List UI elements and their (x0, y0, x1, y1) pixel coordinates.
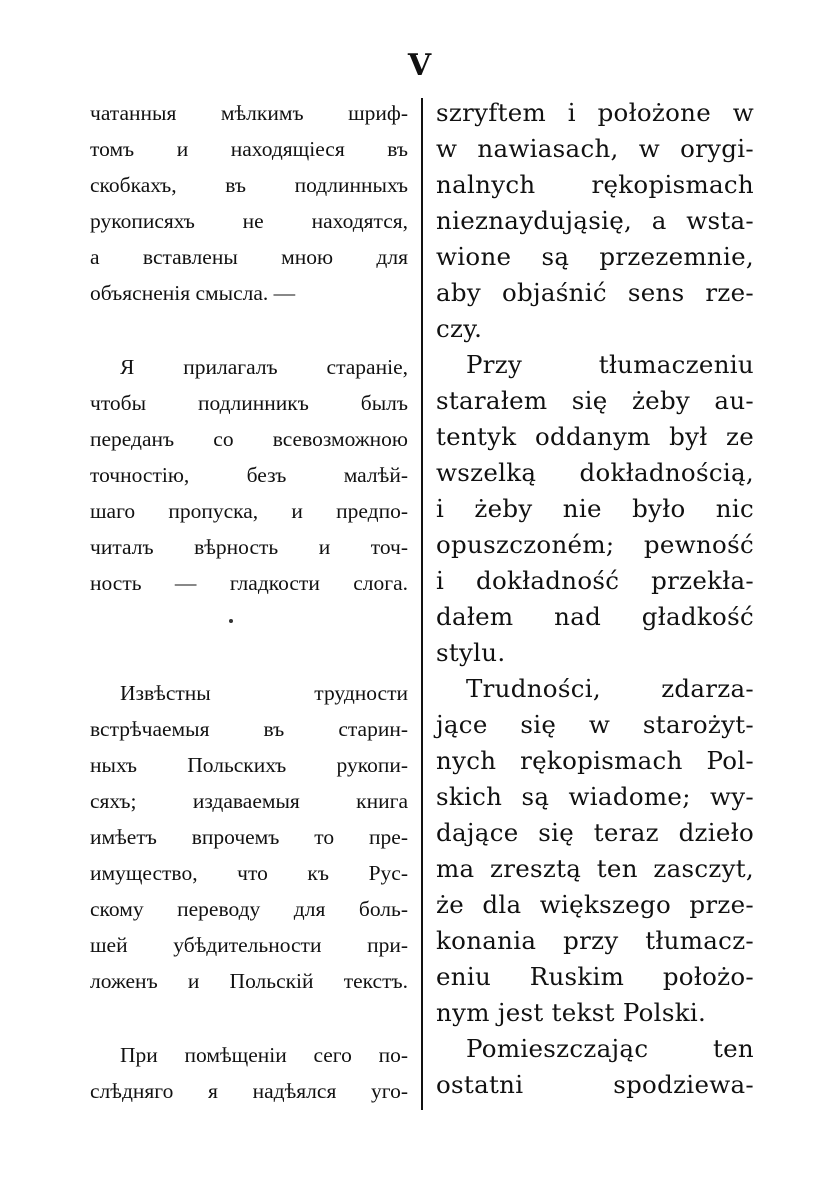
text-line: konania przy tłumacz- (436, 926, 754, 955)
column-divider (421, 98, 423, 1110)
text-line: skich są wiadome; wy- (436, 782, 754, 811)
text-line: Pomieszczając ten (466, 1034, 754, 1063)
text-line: tentyk oddanym był ze (436, 422, 754, 451)
text-line: aby objaśnić sens rze- (436, 278, 754, 307)
text-line: сяхъ; издаваемыя книга (90, 789, 408, 813)
text-line: nalnych rękopismach (436, 170, 754, 199)
text-line: ныхъ Польскихъ рукопи- (90, 753, 408, 777)
text-line: szryftem i położone w (436, 98, 754, 127)
text-line: шаго пропуска, и предпо- (90, 499, 408, 523)
text-line: Я прилагалъ стараніе, (120, 355, 408, 379)
russian-paragraph-3 (90, 675, 408, 999)
text-line: i żeby nie było nic (436, 494, 754, 523)
text-line: Przy tłumaczeniu (466, 350, 754, 379)
text-line: opuszczoném; pewność (436, 530, 754, 559)
text-line: рукописяхъ не находятся, (90, 209, 408, 233)
text-line: eniu Ruskim położo- (436, 962, 754, 991)
text-line: имущество, что къ Рус- (90, 861, 408, 885)
text-line: томъ и находящіеся въ (90, 137, 408, 161)
text-line: переданъ со всевозможною (90, 427, 408, 451)
russian-paragraph-4 (90, 1037, 408, 1109)
text-line: чатанныя мѣлкимъ шриф- (90, 101, 408, 125)
text-line: nym jest tekst Polski. (436, 998, 707, 1027)
text-line: скому переводу для боль- (90, 897, 408, 921)
text-line: i dokładność przekła- (436, 566, 754, 595)
text-line: dające się teraz dzieło (436, 818, 754, 847)
text-line: а вставлены мною для (90, 245, 408, 269)
text-line: jące się w starożyt- (436, 710, 754, 739)
text-line: nieznaydująsię, a wsta- (436, 206, 754, 235)
russian-column (90, 95, 408, 1109)
page-number: V (407, 48, 433, 83)
text-line: Trudności, zdarza- (466, 674, 754, 703)
text-line: ложенъ и Польскій текстъ. (90, 969, 408, 993)
polish-paragraph-4 (436, 1031, 754, 1103)
text-line: слѣдняго я надѣялся уго- (90, 1079, 408, 1103)
text-line: że dla większego prze- (436, 890, 754, 919)
text-line: ostatni spodziewa- (436, 1070, 754, 1099)
text-line: starałem się żeby au- (436, 386, 754, 415)
polish-paragraph-3 (436, 671, 754, 1031)
text-line: ность — гладкости слога. (90, 571, 408, 595)
text-line: чтобы подлинникъ былъ (90, 391, 408, 415)
text-line: встрѣчаемыя въ старин- (90, 717, 408, 741)
text-line: При помѣщеніи сего по- (120, 1043, 408, 1067)
text-line: ma zresztą ten zasczyt, (436, 854, 754, 883)
polish-column (436, 95, 754, 1103)
text-line: Извѣстны трудности (120, 681, 408, 705)
polish-paragraph-2 (436, 347, 754, 671)
text-line: wione są przezemnie, (436, 242, 754, 271)
text-line: nych rękopismach Pol- (436, 746, 754, 775)
text-line: имѣетъ впрочемъ то пре- (90, 825, 408, 849)
text-line: w nawiasach, w orygi- (436, 134, 754, 163)
text-line: czy. (436, 314, 483, 343)
russian-paragraph-1 (90, 95, 408, 311)
text-line: wszelką dokładnością, (436, 458, 754, 487)
text-line: dałem nad gładkość (436, 602, 754, 631)
polish-paragraph-1 (436, 95, 754, 347)
russian-paragraph-2 (90, 349, 408, 601)
text-line: скобкахъ, въ подлинныхъ (90, 173, 408, 197)
text-line: читалъ вѣрность и точ- (90, 535, 408, 559)
text-line: шей убѣдительности при- (90, 933, 408, 957)
text-line: точностію, безъ малѣй- (90, 463, 408, 487)
text-line: объясненія смысла. — (90, 281, 296, 305)
text-line: stylu. (436, 638, 506, 667)
